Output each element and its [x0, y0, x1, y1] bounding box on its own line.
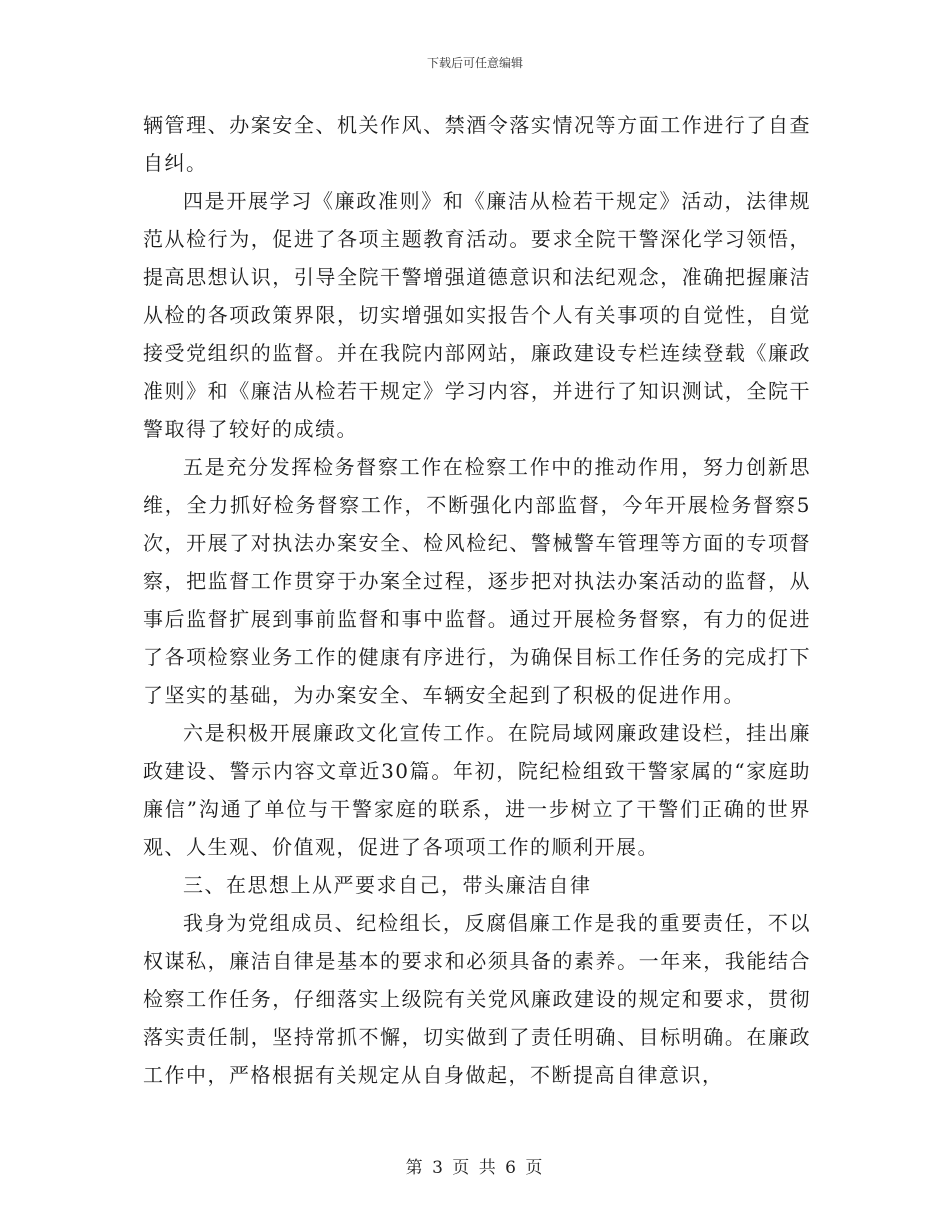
document-body — [143, 106, 811, 1094]
paragraph-item-six: 六是积极开展廉政文化宣传工作。在院局域网廉政建设栏，挂出廉政建设、警示内容文章近30篇。年初，院纪检组致干警家属的“家庭助廉信”沟通了单位与干警家庭的联系，进一步树立了干警们正确的世界观、人生观、价值观，促进了各项项工作的顺利开展。 — [143, 721, 811, 859]
paragraph-item-four: 四是开展学习《廉政准则》和《廉洁从检若干规定》活动，法律规范从检行为，促进了各项主题教育活动。要求全院干警深化学习领悟，提高思想认识，引导全院干警增强道德意识和法纪观念，准确把握廉洁从检的各项政策界限，切实增强如实报告个人有关事项的自觉性，自觉接受党组织的监督。并在我院内部网站，廉政建设专栏连续登载《廉政准则》和《廉洁从检若干规定》学习内容，并进行了知识测试，全院干警取得了较好的成绩。 — [143, 189, 811, 441]
paragraph-continuation: 辆管理、办案安全、机关作风、禁酒令落实情况等方面工作进行了自查自纠。 — [143, 113, 811, 175]
page-number-footer: 第 3 页 共 6 页 — [405, 1158, 545, 1178]
paragraph-item-five: 五是充分发挥检务督察工作在检察工作中的推动作用，努力创新思维，全力抓好检务督察工作，不断强化内部监督，今年开展检务督察5次，开展了对执法办案安全、检风检纪、警械警车管理等方面的专项督察，把监督工作贯穿于办案全过程，逐步把对执法办案活动的监督，从事后监督扩展到事前监督和事中监督。通过开展检务督察，有力的促进了各项检察业务工作的健康有序进行，为确保目标工作任务的完成打下了坚实的基础，为办案安全、车辆安全起到了积极的促进作用。 — [143, 455, 811, 707]
page-header-note: 下载后可任意编辑 — [426, 56, 523, 70]
paragraph-self-discipline: 我身为党组成员、纪检组长，反腐倡廉工作是我的重要责任，不以权谋私，廉洁自律是基本的要求和必须具备的素养。一年来，我能结合检察工作任务，仔细落实上级院有关党风廉政建设的规定和要求，贯彻落实责任制，坚持常抓不懈，切实做到了责任明确、目标明确。在廉政工作中，严格根据有关规定从自身做起，不断提高自律意识， — [143, 911, 811, 1087]
section-heading-three: 三、在思想上从严要求自己，带头廉洁自律 — [183, 873, 592, 897]
